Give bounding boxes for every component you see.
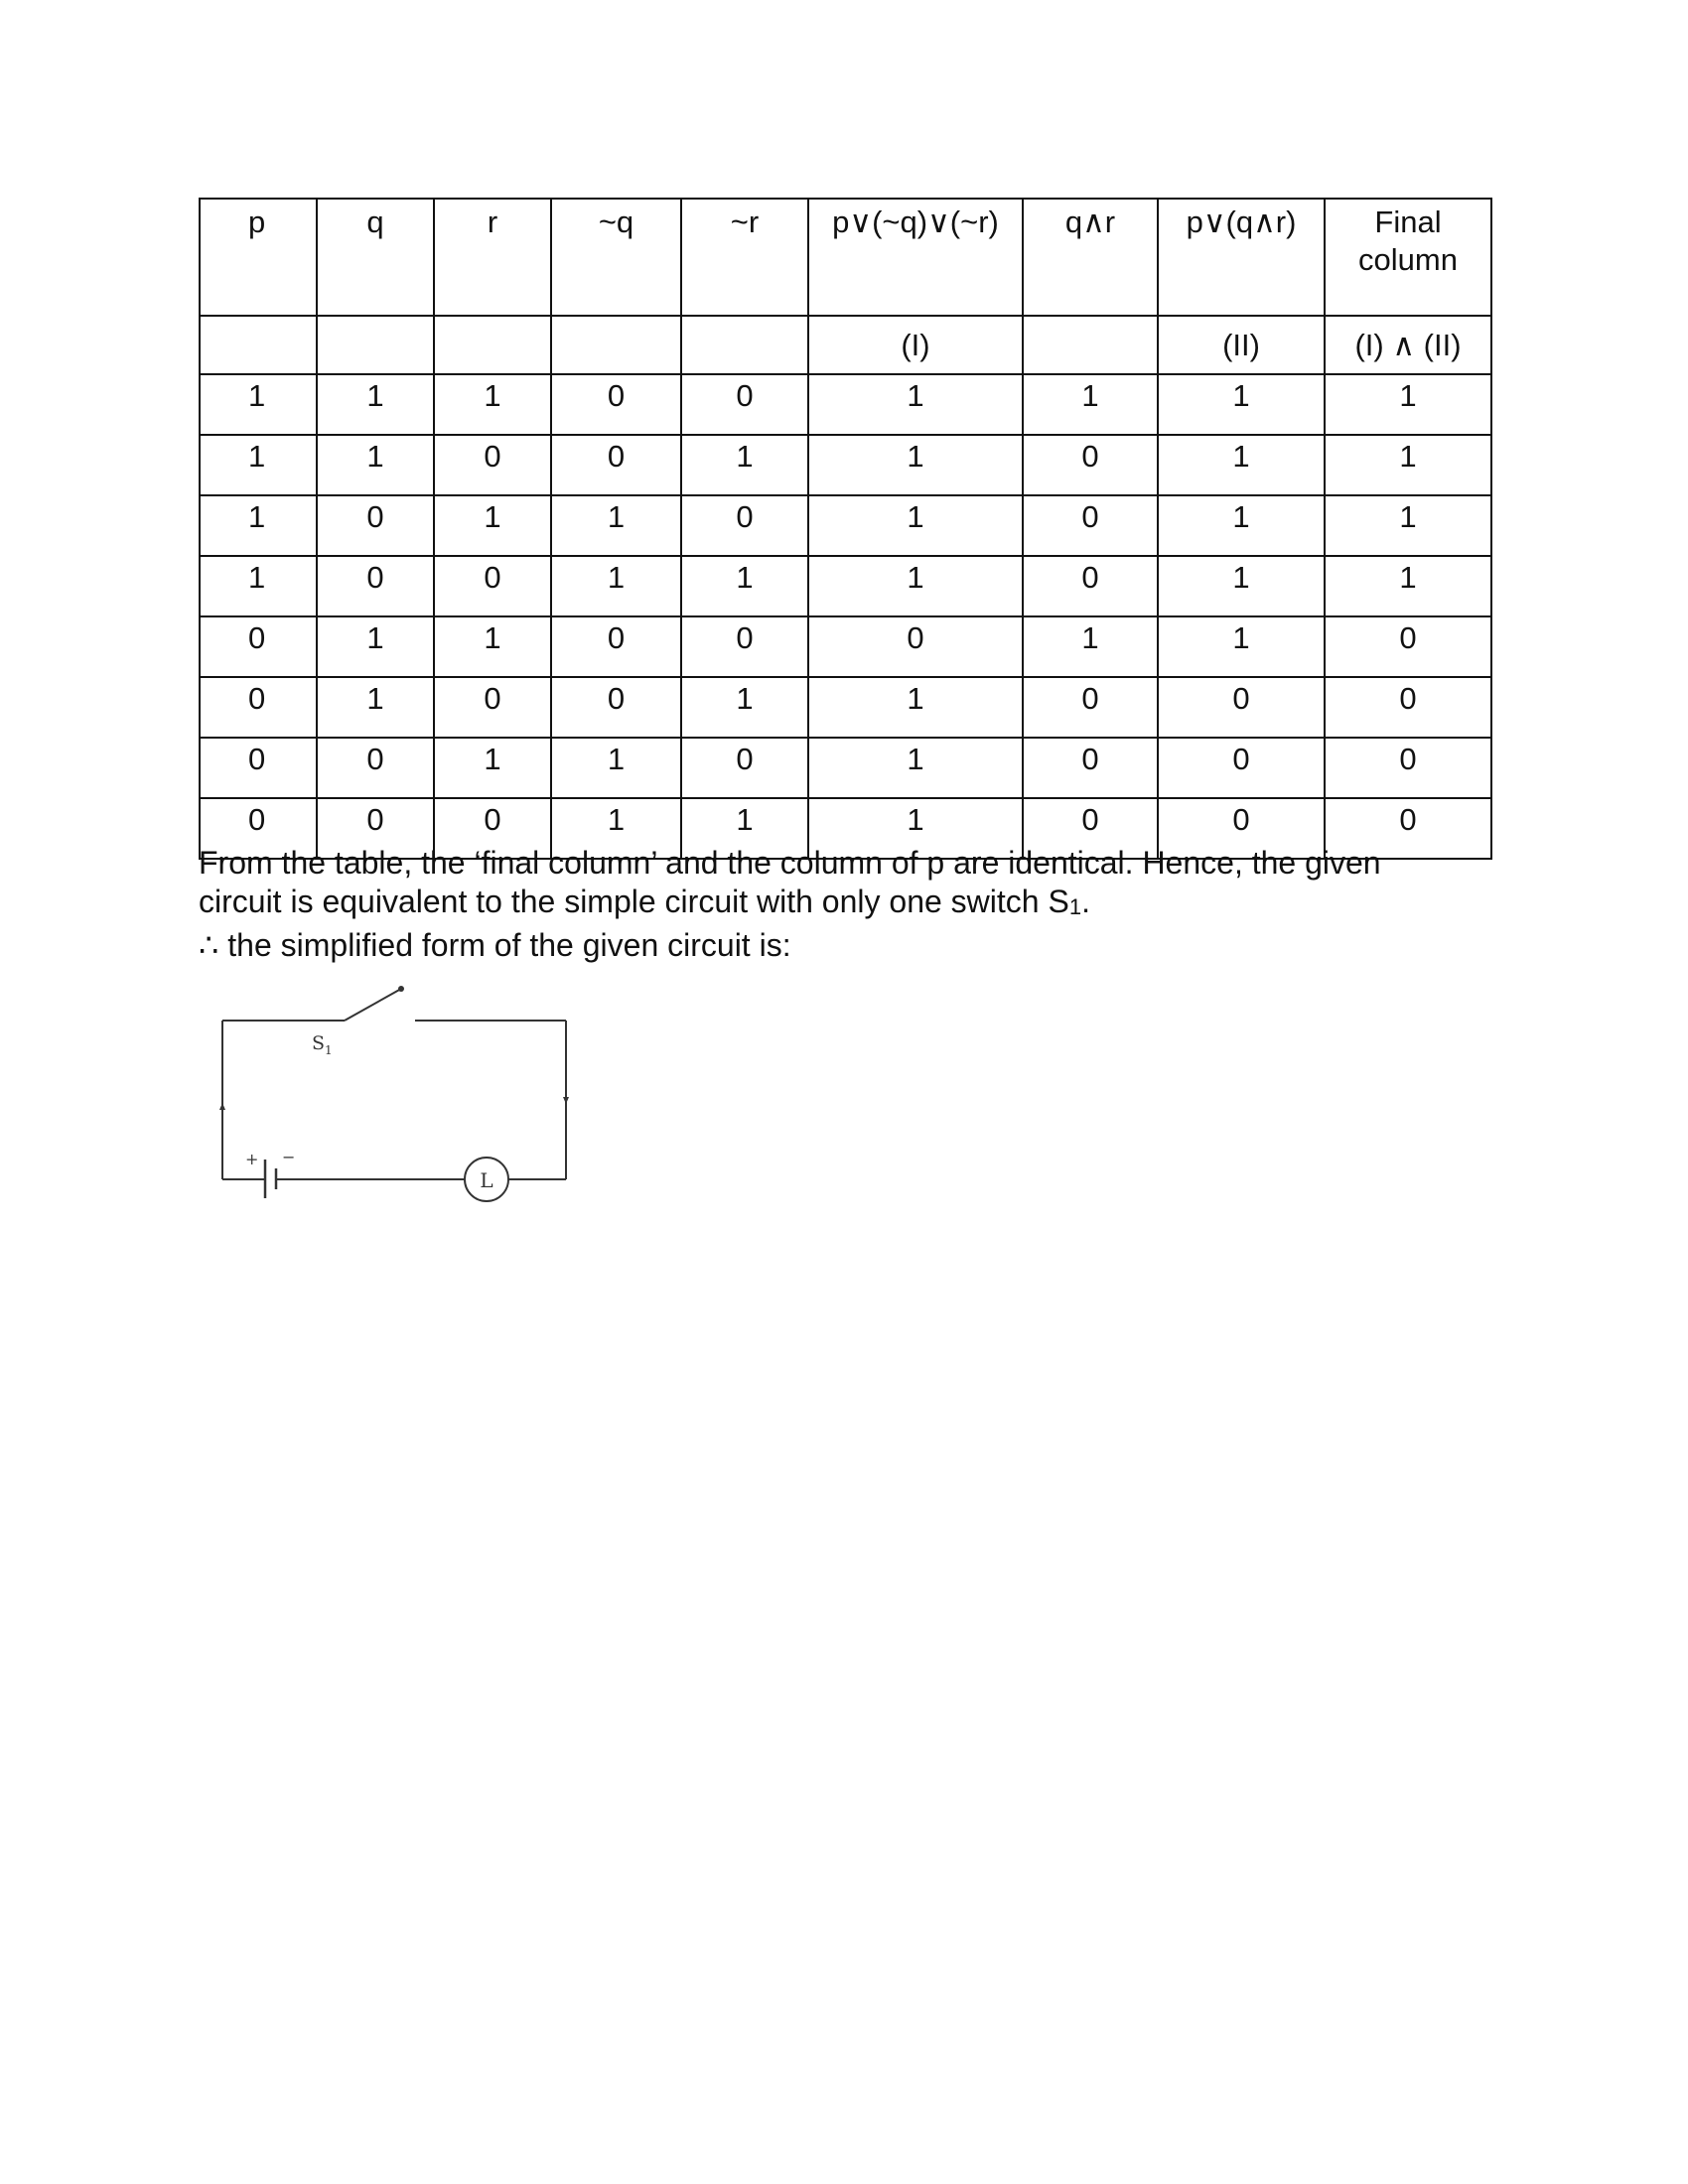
table-cell: 1 [1023,616,1158,677]
subheader-cell-1: (I) [808,316,1023,374]
header-cell-p: p [200,199,317,316]
conclusion-line-2-period: . [1081,884,1090,919]
table-row [200,616,1491,677]
conclusion-line-3: ∴ the simplified form of the given circuit is: [199,927,791,963]
current-arrow-down-icon [563,1097,569,1104]
header-cell-not-r: ~r [681,199,808,316]
table-cell: 0 [200,798,317,859]
circuit-diagram [199,978,596,1216]
table-cell: 0 [1023,738,1158,798]
switch-label-letter: S [312,1032,326,1054]
table-cell: 1 [434,738,551,798]
table-cell: 0 [434,556,551,616]
table-cell: 0 [200,677,317,738]
table-cell: 0 [808,616,1023,677]
table-cell: 1 [1325,435,1491,495]
table-cell: 0 [434,435,551,495]
header-cell-final-column: Final column [1325,199,1491,316]
table-cell: 0 [1023,556,1158,616]
table-cell: 1 [200,374,317,435]
table-cell: 0 [551,374,681,435]
switch-icon [345,989,401,1021]
table-cell: 0 [200,738,317,798]
table-cell: 0 [551,616,681,677]
table-cell: 1 [681,677,808,738]
table-cell: 1 [808,677,1023,738]
table-cell: 0 [681,495,808,556]
table-cell: 1 [1325,495,1491,556]
table-cell: 1 [434,495,551,556]
table-cell: 1 [808,495,1023,556]
table-cell: 1 [681,556,808,616]
table-cell: 1 [1023,374,1158,435]
subheader-cell-2: (II) [1158,316,1325,374]
table-cell: 1 [551,495,681,556]
switch-label-subscript: 1 [325,1043,333,1057]
conclusion-text [199,844,1489,965]
table-cell: 0 [317,495,434,556]
subheader-cell [681,316,808,374]
header-cell-expr-1: p∨(~q)∨(~r) [808,199,1023,316]
table-cell: 0 [1325,738,1491,798]
battery-minus-label: − [282,1148,296,1166]
header-cell-r: r [434,199,551,316]
conclusion-line-2 [199,883,1489,926]
table-cell: 0 [681,374,808,435]
table-cell: 1 [808,798,1023,859]
table-cell: 0 [1325,677,1491,738]
table-cell: 1 [808,435,1023,495]
table-cell: 1 [1158,374,1325,435]
table-row [200,495,1491,556]
battery-plus-label: + [245,1150,259,1168]
switch-pivot-icon [398,986,404,992]
table-cell: 1 [808,556,1023,616]
table-cell: 0 [1325,616,1491,677]
table-row [200,738,1491,798]
table-cell: 1 [551,738,681,798]
table-row [200,677,1491,738]
subheader-cell [434,316,551,374]
table-cell: 0 [434,677,551,738]
table-cell: 1 [317,677,434,738]
table-cell: 1 [434,374,551,435]
conclusion-line-1: From the table, the ‘final column’ and the column of p are identical. Hence, the given [199,845,1381,881]
table-cell: 0 [317,798,434,859]
table-cell: 0 [1158,798,1325,859]
subheader-cell [1023,316,1158,374]
table-header-row [200,199,1491,316]
subheader-cell [200,316,317,374]
table-cell: 0 [681,616,808,677]
table-cell: 1 [808,374,1023,435]
table-cell: 1 [317,435,434,495]
table-row [200,435,1491,495]
header-cell-q: q [317,199,434,316]
truth-table [199,198,1492,860]
table-cell: 1 [317,616,434,677]
table-row [200,374,1491,435]
table-cell: 1 [808,738,1023,798]
subheader-cell-final: (I) ∧ (II) [1325,316,1491,374]
table-cell: 0 [1158,738,1325,798]
table-cell: 1 [1158,556,1325,616]
table-cell: 1 [1158,495,1325,556]
subheader-cell [551,316,681,374]
table-cell: 1 [681,798,808,859]
current-arrow-up-icon [219,1103,225,1110]
table-cell: 1 [1158,616,1325,677]
conclusion-line-2-text: circuit is equivalent to the simple circuit with only one switch S [199,884,1069,919]
switch-subscript: 1 [1068,894,1082,919]
table-cell: 0 [1023,435,1158,495]
lamp-label: L [480,1168,493,1192]
header-cell-expr-2: p∨(q∧r) [1158,199,1325,316]
table-cell: 0 [1023,798,1158,859]
subheader-cell [317,316,434,374]
table-cell: 1 [200,556,317,616]
table-cell: 1 [551,556,681,616]
table-cell: 0 [317,738,434,798]
table-cell: 1 [200,435,317,495]
switch-label [312,1032,333,1057]
table-cell: 0 [200,616,317,677]
table-cell: 0 [317,556,434,616]
table-cell: 0 [551,435,681,495]
table-cell: 1 [1325,556,1491,616]
table-cell: 1 [681,435,808,495]
header-cell-q-and-r: q∧r [1023,199,1158,316]
table-cell: 0 [1158,677,1325,738]
table-cell: 1 [1158,435,1325,495]
header-cell-not-q: ~q [551,199,681,316]
table-cell: 1 [434,616,551,677]
table-cell: 0 [1023,677,1158,738]
table-cell: 0 [1023,495,1158,556]
table-cell: 0 [551,677,681,738]
table-cell: 1 [317,374,434,435]
table-cell: 1 [551,798,681,859]
table-cell: 0 [681,738,808,798]
table-subheader-row [200,316,1491,374]
table-cell: 1 [1325,374,1491,435]
table-cell: 0 [434,798,551,859]
table-cell: 1 [200,495,317,556]
table-cell: 0 [1325,798,1491,859]
table-row [200,556,1491,616]
